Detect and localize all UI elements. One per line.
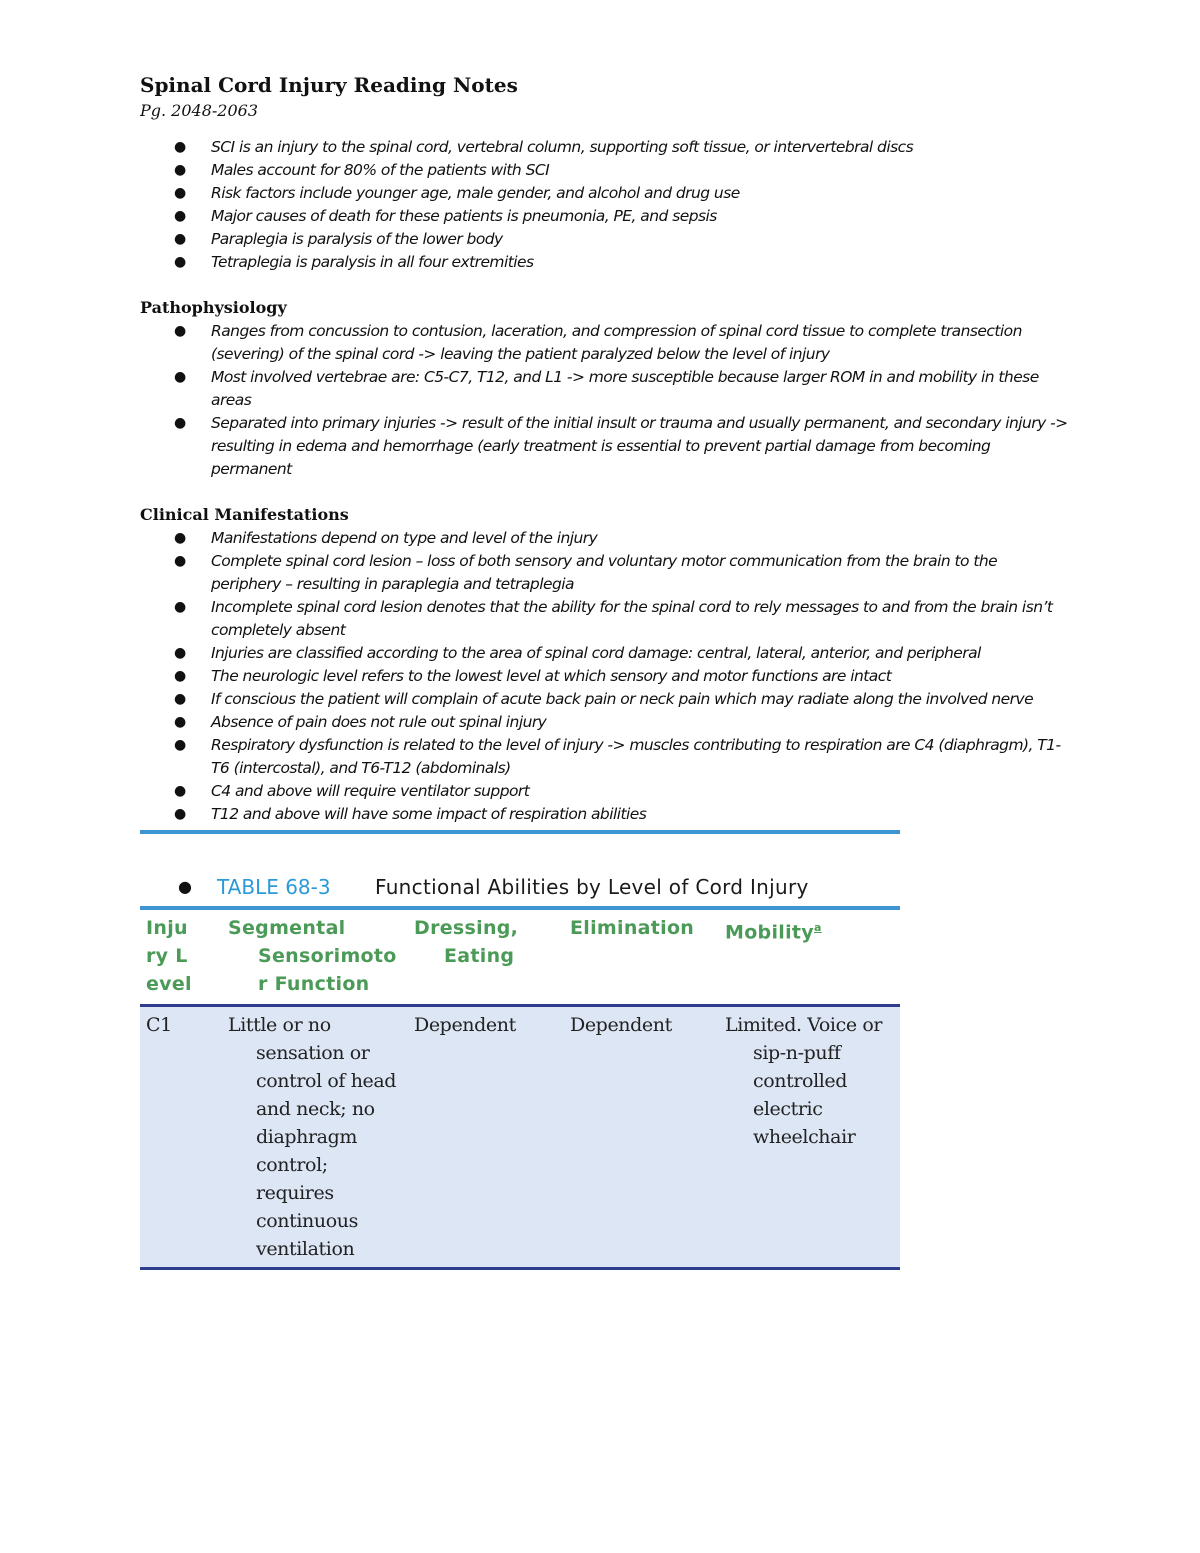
cell-dressing: Dependent <box>408 1006 564 1269</box>
list-item: ● Absence of pain does not rule out spinal injury <box>140 711 1070 734</box>
clinical-bullet-list <box>140 527 1070 826</box>
table-title: Functional Abilities by Level of Cord Injury <box>375 875 809 899</box>
list-item: ● The neurologic level refers to the lowest level at which sensory and motor functions are intact <box>140 665 1070 688</box>
bullet-icon: ● <box>174 668 186 684</box>
section-heading-pathophysiology: Pathophysiology <box>140 298 287 317</box>
bullet-icon: ● <box>174 254 186 270</box>
bullet-icon: ● <box>174 553 186 569</box>
header-dressing-eating: Dressing, Eating <box>414 917 519 967</box>
bullet-icon: ● <box>174 691 186 707</box>
cell-level: C1 <box>140 1006 222 1269</box>
document-page <box>140 70 1070 1270</box>
bullet-icon: ● <box>174 599 186 615</box>
list-item: ● Risk factors include younger age, male gender, and alcohol and drug use <box>140 182 1070 205</box>
list-item: ● Separated into primary injuries -> result of the initial insult or trauma and usually permanent, and secondary injury -> resulting in edema and hemorrhage (early treatment is essential to prevent partial damage from becoming permanent <box>174 414 1068 478</box>
cell-mobility: Limited. Voice or sip-n-puff controlled electric wheelchair <box>719 1006 900 1269</box>
list-item: ● Ranges from concussion to contusion, laceration, and compression of spinal cord tissue to complete transection (severing) of the spinal cord -> leaving the patient paralyzed below the level of injury <box>174 322 1022 363</box>
header-injury-level: Injury Level <box>146 917 192 995</box>
functional-abilities-table <box>140 910 900 1270</box>
bullet-icon: ● <box>174 231 186 247</box>
list-item: ● SCI is an injury to the spinal cord, vertebral column, supporting soft tissue, or intervertebral discs <box>140 136 1070 159</box>
list-item: ● Major causes of death for these patients is pneumonia, PE, and sepsis <box>140 205 1070 228</box>
bullet-icon: ● <box>174 806 186 822</box>
list-item: ● C4 and above will require ventilator support <box>140 780 1070 803</box>
table-number: TABLE 68-3 <box>217 875 331 899</box>
table-top-rule <box>140 830 900 834</box>
list-item: ● Injuries are classified according to the area of spinal cord damage: central, lateral, anterior, and peripheral <box>140 642 1070 665</box>
bullet-icon: ● <box>174 714 186 730</box>
bullet-icon: ● <box>178 877 192 896</box>
cell-elimination: Dependent <box>564 1006 719 1269</box>
cell-segmental: Little or no sensation or control of head and neck; no diaphragm control; requires continuous ventilation <box>222 1006 408 1269</box>
table-caption <box>140 872 1070 906</box>
table-header-row <box>140 910 900 1006</box>
bullet-icon: ● <box>174 139 186 155</box>
page-range: Pg. 2048-2063 <box>140 101 259 120</box>
bullet-icon: ● <box>174 737 186 753</box>
list-item: ● Respiratory dysfunction is related to the level of injury -> muscles contributing to respiration are C4 (diaphragm), T1-T6 (intercostal), and T6-T12 (abdominals) <box>174 736 1061 777</box>
bullet-icon: ● <box>174 185 186 201</box>
intro-bullet-list <box>140 136 1070 274</box>
list-item: ● Manifestations depend on type and level of the injury <box>140 527 1070 550</box>
header-mobility: Mobility$^a$ <box>725 921 822 944</box>
bullet-icon: ● <box>174 162 186 178</box>
list-item: ● If conscious the patient will complain of acute back pain or neck pain which may radiate along the involved nerve <box>140 688 1070 711</box>
header-elimination: Elimination <box>570 917 695 939</box>
bullet-icon: ● <box>174 369 186 385</box>
list-item: ● Tetraplegia is paralysis in all four extremities <box>140 251 1070 274</box>
section-heading-clinical: Clinical Manifestations <box>140 505 349 524</box>
pathophysiology-bullet-list <box>140 320 1070 481</box>
list-item: ● Most involved vertebrae are: C5-C7, T12, and L1 -> more susceptible because larger ROM in and mobility in these areas <box>174 368 1039 409</box>
list-item: ● T12 and above will have some impact of respiration abilities <box>140 803 1070 826</box>
header-segmental: Segmental Sensorimotor Function <box>228 917 397 995</box>
bullet-icon: ● <box>174 783 186 799</box>
footnote-link[interactable]: a <box>813 921 822 934</box>
bullet-icon: ● <box>174 530 186 546</box>
bullet-icon: ● <box>174 645 186 661</box>
document-title: Spinal Cord Injury Reading Notes <box>140 73 518 97</box>
bullet-icon: ● <box>174 415 186 431</box>
table-row <box>140 1006 900 1269</box>
bullet-icon: ● <box>174 323 186 339</box>
list-item: ● Paraplegia is paralysis of the lower body <box>140 228 1070 251</box>
bullet-icon: ● <box>174 208 186 224</box>
list-item: ● Incomplete spinal cord lesion denotes that the ability for the spinal cord to rely messages to and from the brain isn’t completely absent <box>174 598 1053 639</box>
list-item: ● Males account for 80% of the patients with SCI <box>140 159 1070 182</box>
list-item: ● Complete spinal cord lesion – loss of both sensory and voluntary motor communication from the brain to the periphery – resulting in paraplegia and tetraplegia <box>174 552 998 593</box>
